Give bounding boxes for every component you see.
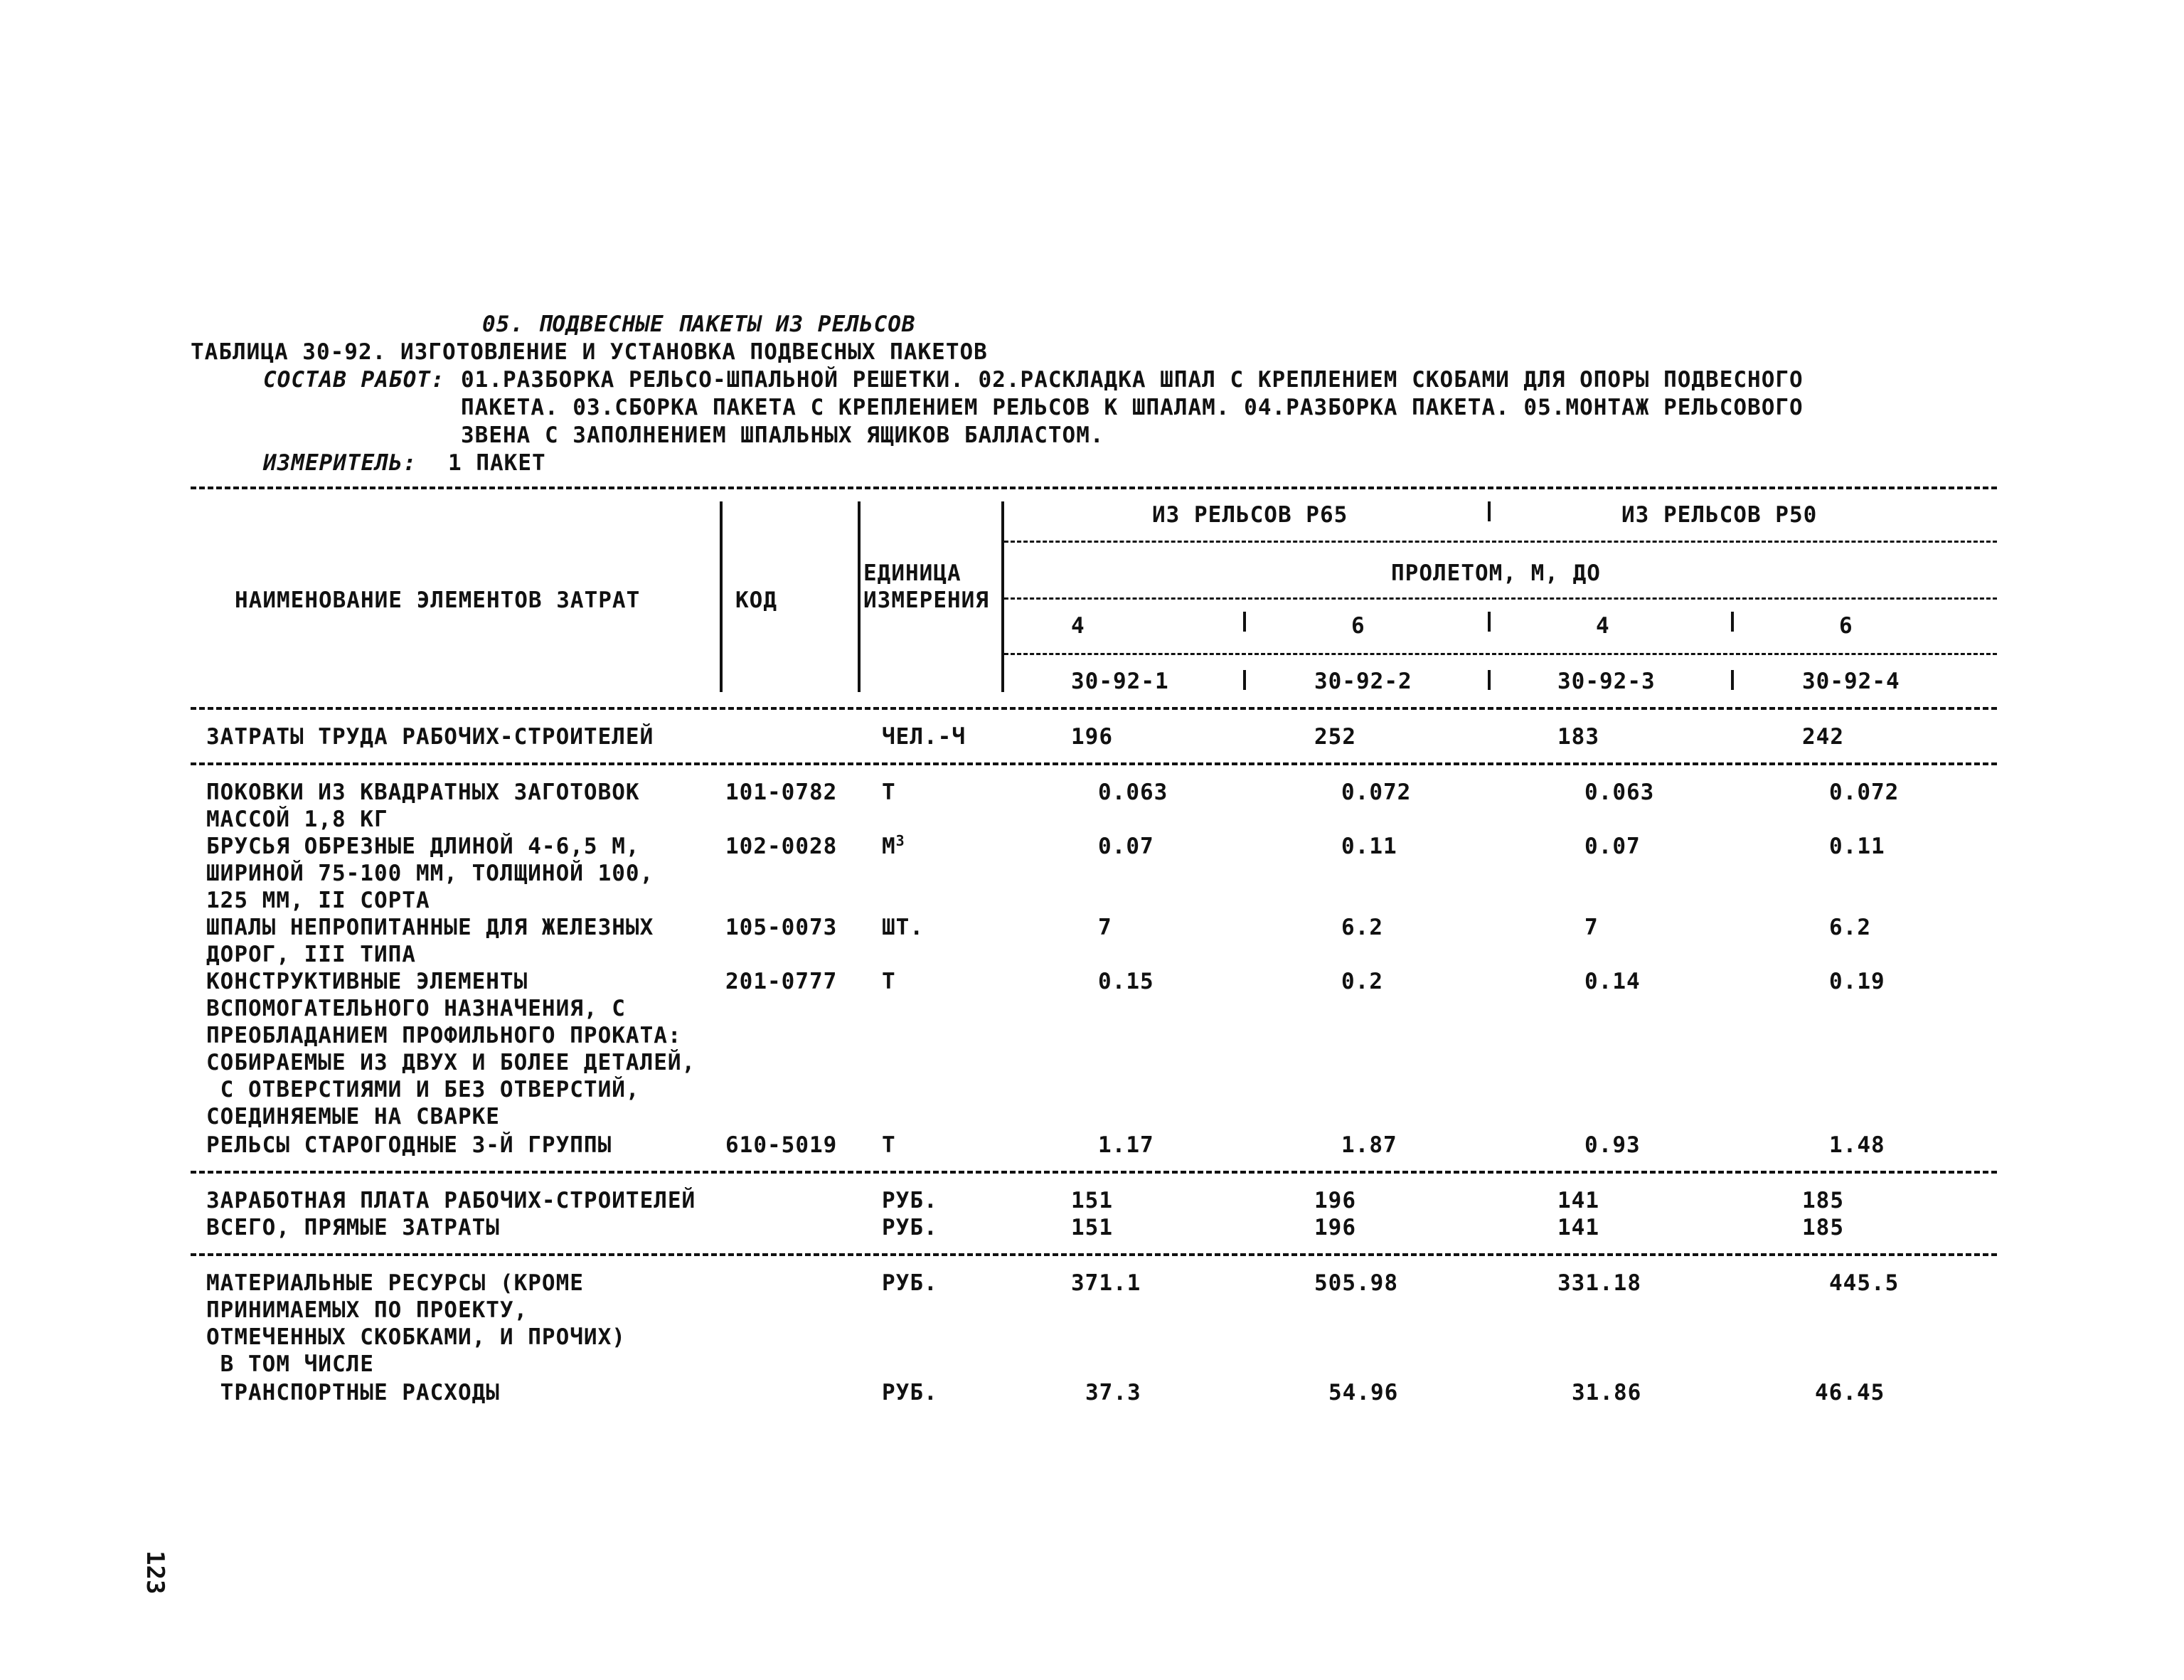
material-name-line: МАССОЙ 1,8 КГ [206, 807, 388, 832]
material-value: 0.072 [1341, 780, 1412, 805]
table-title: ТАБЛИЦА 30-92. ИЗГОТОВЛЕНИЕ И УСТАНОВКА ПОДВЕСНЫХ ПАКЕТОВ [191, 339, 988, 365]
material-name-line: ДОРОГ, III ТИПА [206, 942, 416, 967]
material-value: 0.07 [1098, 834, 1154, 859]
header-top-rule [191, 487, 1997, 489]
wage-value: 196 [1314, 1188, 1356, 1213]
material-name-line: ШПАЛЫ НЕПРОПИТАННЫЕ ДЛЯ ЖЕЛЕЗНЫХ [206, 915, 654, 940]
wage-value: 185 [1802, 1188, 1844, 1213]
material-name-line: ВСПОМОГАТЕЛЬНОГО НАЗНАЧЕНИЯ, С [206, 996, 626, 1021]
measure-value: 1 ПАКЕТ [448, 450, 546, 476]
transport-name: ТРАНСПОРТНЫЕ РАСХОДЫ [206, 1380, 500, 1405]
material-name-line: КОНСТРУКТИВНЫЕ ЭЛЕМЕНТЫ [206, 969, 528, 994]
labor-unit: ЧЕЛ.-Ч [882, 724, 966, 750]
material-value: 0.11 [1829, 834, 1885, 859]
material-unit-base: М [882, 834, 896, 859]
resources-value: 331.18 [1557, 1270, 1641, 1296]
material-value: 1.48 [1829, 1132, 1885, 1158]
divider-code-2 [1488, 670, 1491, 690]
section-title: 05. ПОДВЕСНЫЕ ПАКЕТЫ ИЗ РЕЛЬСОВ [482, 312, 916, 337]
wage-unit: РУБ. [882, 1188, 938, 1213]
header-bottom-rule [191, 707, 1997, 710]
material-code: 105-0073 [725, 915, 838, 940]
material-value: 0.063 [1098, 780, 1168, 805]
wages-rule [191, 1253, 1997, 1256]
material-value: 6.2 [1341, 915, 1383, 940]
material-name-line: 125 ММ, II СОРТА [206, 888, 430, 913]
total-value: 141 [1557, 1215, 1599, 1240]
material-code: 610-5019 [725, 1132, 838, 1158]
wage-name: ЗАРАБОТНАЯ ПЛАТА РАБОЧИХ-СТРОИТЕЛЕЙ [206, 1188, 696, 1213]
material-value: 1.87 [1341, 1132, 1397, 1158]
table-code: 30-92-3 [1557, 669, 1656, 694]
material-name-line: РЕЛЬСЫ СТАРОГОДНЫЕ 3-Й ГРУППЫ [206, 1132, 612, 1158]
transport-value: 37.3 [1085, 1380, 1141, 1405]
material-code: 201-0777 [725, 969, 838, 994]
material-value: 0.072 [1829, 780, 1900, 805]
name-column-header: НАИМЕНОВАНИЕ ЭЛЕМЕНТОВ ЗАТРАТ [235, 588, 641, 613]
material-value: 0.11 [1341, 834, 1397, 859]
work-label: СОСТАВ РАБОТ: [263, 367, 445, 393]
header-span-rule [1004, 597, 1997, 600]
material-value: 0.15 [1098, 969, 1154, 994]
total-value: 185 [1802, 1215, 1844, 1240]
material-name-line: ПОКОВКИ ИЗ КВАДРАТНЫХ ЗАГОТОВОК [206, 780, 640, 805]
material-name-line: ПРЕОБЛАДАНИЕМ ПРОФИЛЬНОГО ПРОКАТА: [206, 1023, 682, 1048]
material-name-line: БРУСЬЯ ОБРЕЗНЫЕ ДЛИНОЙ 4-6,5 М, [206, 834, 640, 859]
table-code: 30-92-4 [1802, 669, 1900, 694]
wage-value: 141 [1557, 1188, 1599, 1213]
labor-value: 196 [1071, 724, 1113, 750]
material-value: 1.17 [1098, 1132, 1154, 1158]
work-line-2: ПАКЕТА. 03.СБОРКА ПАКЕТА С КРЕПЛЕНИЕМ РЕЛЬСОВ К ШПАЛАМ. 04.РАЗБОРКА ПАКЕТА. 05.МОНТАЖ РЕЛЬСОВОГО [461, 395, 1804, 420]
span-value: 4 [1596, 613, 1610, 639]
divider-code-3 [1731, 670, 1734, 690]
material-unit: Т [882, 969, 896, 994]
labor-value: 252 [1314, 724, 1356, 750]
group-p50-label: ИЗ РЕЛЬСОВ Р50 [1621, 502, 1818, 528]
divider-groups [1488, 501, 1491, 521]
table-code: 30-92-1 [1071, 669, 1169, 694]
material-code: 102-0028 [725, 834, 838, 859]
labor-name: ЗАТРАТЫ ТРУДА РАБОЧИХ-СТРОИТЕЛЕЙ [206, 724, 654, 750]
code-column-header: КОД [735, 588, 777, 613]
transport-value: 54.96 [1328, 1380, 1399, 1405]
work-line-1: 01.РАЗБОРКА РЕЛЬСО-ШПАЛЬНОЙ РЕШЕТКИ. 02.РАСКЛАДКА ШПАЛ С КРЕПЛЕНИЕМ СКОБАМИ ДЛЯ ОПОРЫ ПОДВЕСНОГО [461, 367, 1804, 393]
total-value: 196 [1314, 1215, 1356, 1240]
material-unit: Т [882, 780, 896, 805]
material-unit: ШТ. [882, 915, 924, 940]
table-code: 30-92-2 [1314, 669, 1412, 694]
material-value: 0.07 [1584, 834, 1641, 859]
header-group-rule [1004, 541, 1997, 543]
divider-code-unit [858, 501, 861, 692]
resources-name-line: ОТМЕЧЕННЫХ СКОБКАМИ, И ПРОЧИХ) [206, 1324, 626, 1350]
work-line-3: ЗВЕНА С ЗАПОЛНЕНИЕМ ШПАЛЬНЫХ ЯЩИКОВ БАЛЛАСТОМ. [461, 422, 1104, 448]
resources-name-line: МАТЕРИАЛЬНЫЕ РЕСУРСЫ (КРОМЕ [206, 1270, 584, 1296]
material-unit [882, 834, 905, 859]
material-value: 0.14 [1584, 969, 1641, 994]
divider-name-code [720, 501, 723, 692]
span-label: ПРОЛЕТОМ, М, ДО [1391, 560, 1601, 586]
span-value: 4 [1071, 613, 1085, 639]
material-name-line: ШИРИНОЙ 75-100 ММ, ТОЛЩИНОЙ 100, [206, 861, 654, 886]
page-number: 123 [141, 1551, 169, 1595]
resources-value: 445.5 [1829, 1270, 1900, 1296]
total-name: ВСЕГО, ПРЯМЫЕ ЗАТРАТЫ [206, 1215, 500, 1240]
material-value: 0.063 [1584, 780, 1655, 805]
divider-code-1 [1243, 670, 1246, 690]
resources-name-line: В ТОМ ЧИСЛЕ [206, 1351, 374, 1377]
material-value: 0.19 [1829, 969, 1885, 994]
material-unit: Т [882, 1132, 896, 1158]
transport-value: 46.45 [1815, 1380, 1885, 1405]
total-unit: РУБ. [882, 1215, 938, 1240]
material-value: 0.93 [1584, 1132, 1641, 1158]
resources-unit: РУБ. [882, 1270, 938, 1296]
material-name-line: С ОТВЕРСТИЯМИ И БЕЗ ОТВЕРСТИЙ, [206, 1077, 640, 1102]
unit-column-header-1: ЕДИНИЦА [863, 560, 962, 586]
labor-value: 183 [1557, 724, 1599, 750]
measure-label: ИЗМЕРИТЕЛЬ: [263, 450, 417, 476]
total-value: 151 [1071, 1215, 1113, 1240]
unit-column-header-2: ИЗМЕРЕНИЯ [863, 588, 989, 613]
material-code: 101-0782 [725, 780, 838, 805]
material-name-line: СОБИРАЕМЫЕ ИЗ ДВУХ И БОЛЕЕ ДЕТАЛЕЙ, [206, 1050, 696, 1075]
wage-value: 151 [1071, 1188, 1113, 1213]
transport-unit: РУБ. [882, 1380, 938, 1405]
divider-span-2 [1488, 612, 1491, 632]
span-value: 6 [1839, 613, 1853, 639]
material-unit-exponent: 3 [895, 832, 905, 849]
material-value: 0.2 [1341, 969, 1383, 994]
resources-value: 371.1 [1071, 1270, 1141, 1296]
group-p65-label: ИЗ РЕЛЬСОВ Р65 [1152, 502, 1348, 528]
divider-span-1 [1243, 612, 1246, 632]
material-value: 7 [1098, 915, 1112, 940]
transport-value: 31.86 [1572, 1380, 1642, 1405]
labor-rule [191, 762, 1997, 765]
material-name-line: СОЕДИНЯЕМЫЕ НА СВАРКЕ [206, 1104, 500, 1129]
materials-rule [191, 1171, 1997, 1174]
labor-value: 242 [1802, 724, 1844, 750]
header-code-rule [1004, 653, 1997, 655]
divider-unit-values [1001, 501, 1004, 692]
resources-name-line: ПРИНИМАЕМЫХ ПО ПРОЕКТУ, [206, 1297, 528, 1323]
span-value: 6 [1351, 613, 1365, 639]
resources-value: 505.98 [1314, 1270, 1398, 1296]
material-value: 7 [1584, 915, 1599, 940]
material-value: 6.2 [1829, 915, 1871, 940]
divider-span-3 [1731, 612, 1734, 632]
